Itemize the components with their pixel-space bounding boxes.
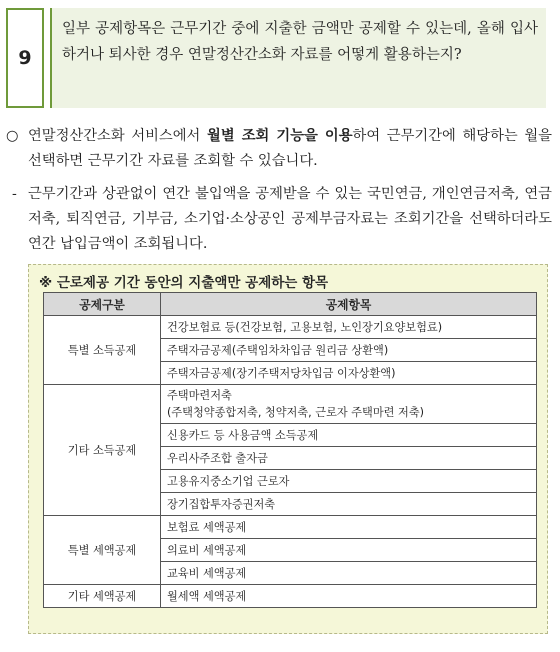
- category-cell: 특별 세액공제: [44, 516, 161, 585]
- category-cell: 기타 세액공제: [44, 585, 161, 608]
- table-row: [44, 516, 537, 539]
- category-cell: 기타 소득공제: [44, 385, 161, 516]
- category-cell: 특별 소득공제: [44, 316, 161, 385]
- item-cell: 고용유지중소기업 근로자: [161, 470, 537, 493]
- table-row: [44, 316, 537, 339]
- answer-paragraph: [6, 124, 552, 174]
- header-category: 공제구분: [44, 293, 161, 316]
- note-box: [28, 264, 548, 634]
- note-title: ※ 근로제공 기간 동안의 지출액만 공제하는 항목: [39, 275, 329, 291]
- table-header-row: [44, 293, 537, 316]
- item-cell: 장기집합투자증권저축: [161, 493, 537, 516]
- item-cell: 우리사주조합 출자금: [161, 447, 537, 470]
- question-text: 일부 공제항목은 근무기간 중에 지출한 금액만 공제할 수 있는데, 올해 입사하거나 퇴사한 경우 연말정산간소화 자료를 어떻게 활용하는지?: [50, 8, 546, 108]
- deduction-table: [43, 292, 537, 608]
- item-cell: 건강보험료 등(건강보험, 고용보험, 노인장기요양보험료): [161, 316, 537, 339]
- question-box: [6, 8, 546, 112]
- item-cell: 주택자금공제(주택임차차입금 원리금 상환액): [161, 339, 537, 362]
- answer-text-end: 하여 근무기간에 해당하는 월을 선택하면 근무기간 자료를 조회할 수 있습니다.: [28, 128, 552, 169]
- question-number: 9: [6, 8, 44, 108]
- dash-bullet-icon: -: [12, 186, 17, 202]
- table-row: [44, 585, 537, 608]
- item-line: 주택마련저축: [167, 389, 232, 402]
- item-cell: 보험료 세액공제: [161, 516, 537, 539]
- sub-answer-text: 근무기간과 상관없이 연간 불입액을 공제받을 수 있는 국민연금, 개인연금저축, 연금저축, 퇴직연금, 기부금, 소기업·소상공인 공제부금자료는 조회기간을 선택하더라도 연간 납입금액이 조회됩니다.: [28, 186, 552, 252]
- item-cell: 의료비 세액공제: [161, 539, 537, 562]
- circle-bullet-icon: ○: [6, 128, 19, 144]
- header-item: 공제항목: [161, 293, 537, 316]
- item-cell: 월세액 세액공제: [161, 585, 537, 608]
- item-cell: [161, 385, 537, 424]
- item-cell: 신용카드 등 사용금액 소득공제: [161, 424, 537, 447]
- sub-answer-paragraph: [6, 182, 552, 257]
- answer-text-bold: 월별 조회 기능을 이용: [207, 128, 353, 144]
- answer-text-start: 연말정산간소화 서비스에서: [28, 128, 208, 144]
- item-cell: 교육비 세액공제: [161, 562, 537, 585]
- table-row: [44, 385, 537, 424]
- item-line: (주택청약종합저축, 청약저축, 근로자 주택마련 저축): [167, 406, 425, 419]
- item-cell: 주택자금공제(장기주택저당차입금 이자상환액): [161, 362, 537, 385]
